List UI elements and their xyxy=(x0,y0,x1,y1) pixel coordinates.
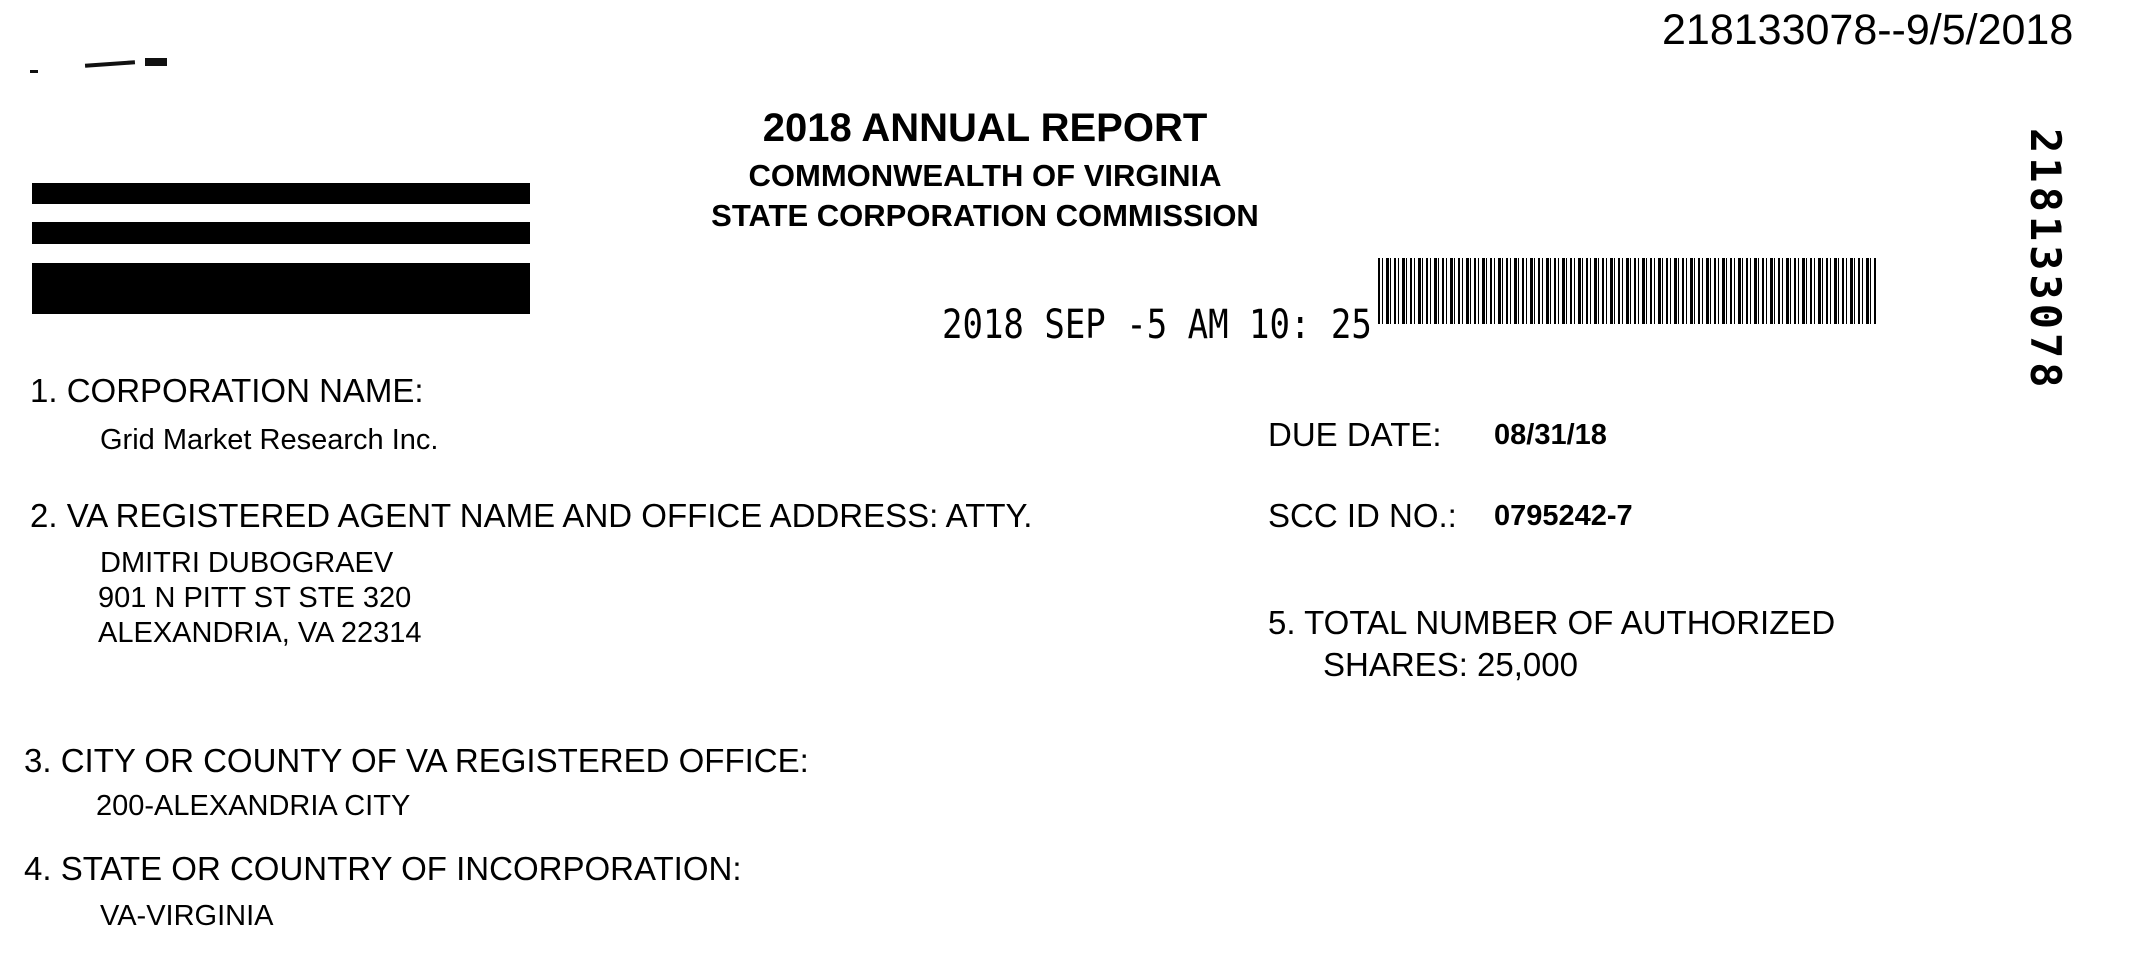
authorized-shares-label: 5. TOTAL NUMBER OF AUTHORIZED xyxy=(1268,604,1836,641)
registered-agent-label: 2. VA REGISTERED AGENT NAME AND OFFICE ADDRESS: ATTY. xyxy=(30,497,1033,534)
corporation-name-label: 1. CORPORATION NAME: xyxy=(30,372,424,409)
registered-agent-address-line1: 901 N PITT ST STE 320 xyxy=(98,582,412,614)
corporation-name-value: Grid Market Research Inc. xyxy=(100,424,439,456)
registered-agent-address-line2: ALEXANDRIA, VA 22314 xyxy=(98,617,422,649)
state-of-incorporation-label: 4. STATE OR COUNTRY OF INCORPORATION: xyxy=(24,850,742,887)
due-date-value: 08/31/18 xyxy=(1494,419,1607,451)
report-title: 2018 ANNUAL REPORT xyxy=(762,106,1208,150)
scc-id-value: 0795242-7 xyxy=(1494,500,1633,532)
scan-speck xyxy=(145,58,167,66)
authorized-shares-label-line2 xyxy=(1323,646,1578,684)
barcode xyxy=(1378,258,1876,324)
registered-agent-name: DMITRI DUBOGRAEV xyxy=(100,547,394,579)
redacted-block xyxy=(32,183,530,204)
scc-id-label: SCC ID NO.: xyxy=(1268,497,1457,534)
scan-speck xyxy=(85,60,135,67)
received-stamp: 2018 SEP -5 AM 10: 25 xyxy=(942,302,1372,348)
registered-office-city-value: 200-ALEXANDRIA CITY xyxy=(96,790,411,822)
due-date-label: DUE DATE: xyxy=(1268,416,1442,453)
registered-office-city-label: 3. CITY OR COUNTY OF VA REGISTERED OFFICE: xyxy=(24,742,809,779)
state-of-incorporation-value: VA-VIRGINIA xyxy=(100,900,274,932)
scan-speck xyxy=(30,70,38,73)
shares-label: SHARES: xyxy=(1323,646,1468,683)
report-subtitle-commonwealth: COMMONWEALTH OF VIRGINIA xyxy=(748,158,1222,193)
filing-id-date: 218133078--9/5/2018 xyxy=(1662,6,2074,54)
vertical-filing-id: 218133078 xyxy=(2021,128,2070,392)
report-subtitle-commission: STATE CORPORATION COMMISSION xyxy=(711,198,1259,233)
redacted-block xyxy=(32,263,530,314)
shares-value: 25,000 xyxy=(1477,646,1578,683)
redacted-block xyxy=(32,222,530,244)
